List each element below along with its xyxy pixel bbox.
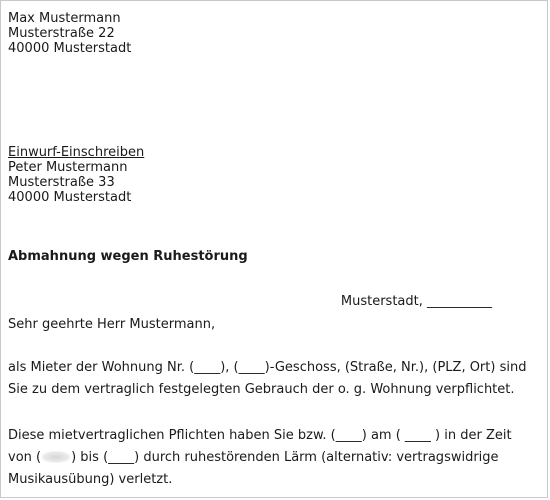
sender-city: 40000 Musterstadt [8,41,132,56]
paragraph-line: Diese mietvertraglichen Pflichten haben Sie bzw. (____) am ( ____ ) in der Zeit [8,428,512,443]
paragraph-line: Musikausübung) verletzt. [8,472,173,487]
paragraph-line: Sie zu dem vertraglich festgelegten Gebrauch der o. g. Wohnung verpflichtet. [8,382,515,397]
place-date: Musterstadt, __________ [340,294,492,309]
paragraph-line [8,447,499,469]
letter-subject: Abmahnung wegen Ruhestörung [8,249,248,264]
paragraph-text: ) bis (____) durch ruhestörenden Lärm (alternativ: vertragswidrige [71,450,499,465]
paragraph-obligations [8,357,527,401]
delivery-note: Einwurf-Einschreiben [8,145,145,160]
redaction-smudge [41,451,71,463]
recipient-street: Musterstraße 33 [8,175,115,190]
recipient-name: Peter Mustermann [8,160,128,175]
recipient-city: 40000 Musterstadt [8,190,132,205]
paragraph-line: als Mieter der Wohnung Nr. (____), (____)-Geschoss, (Straße, Nr.), (PLZ, Ort) sind [8,360,527,375]
salutation: Sehr geehrte Herr Mustermann, [8,317,216,332]
paragraph-text: von ( [8,450,42,465]
paragraph-violation [8,425,512,491]
sender-street: Musterstraße 22 [8,26,115,41]
sender-name: Max Mustermann [8,11,121,26]
